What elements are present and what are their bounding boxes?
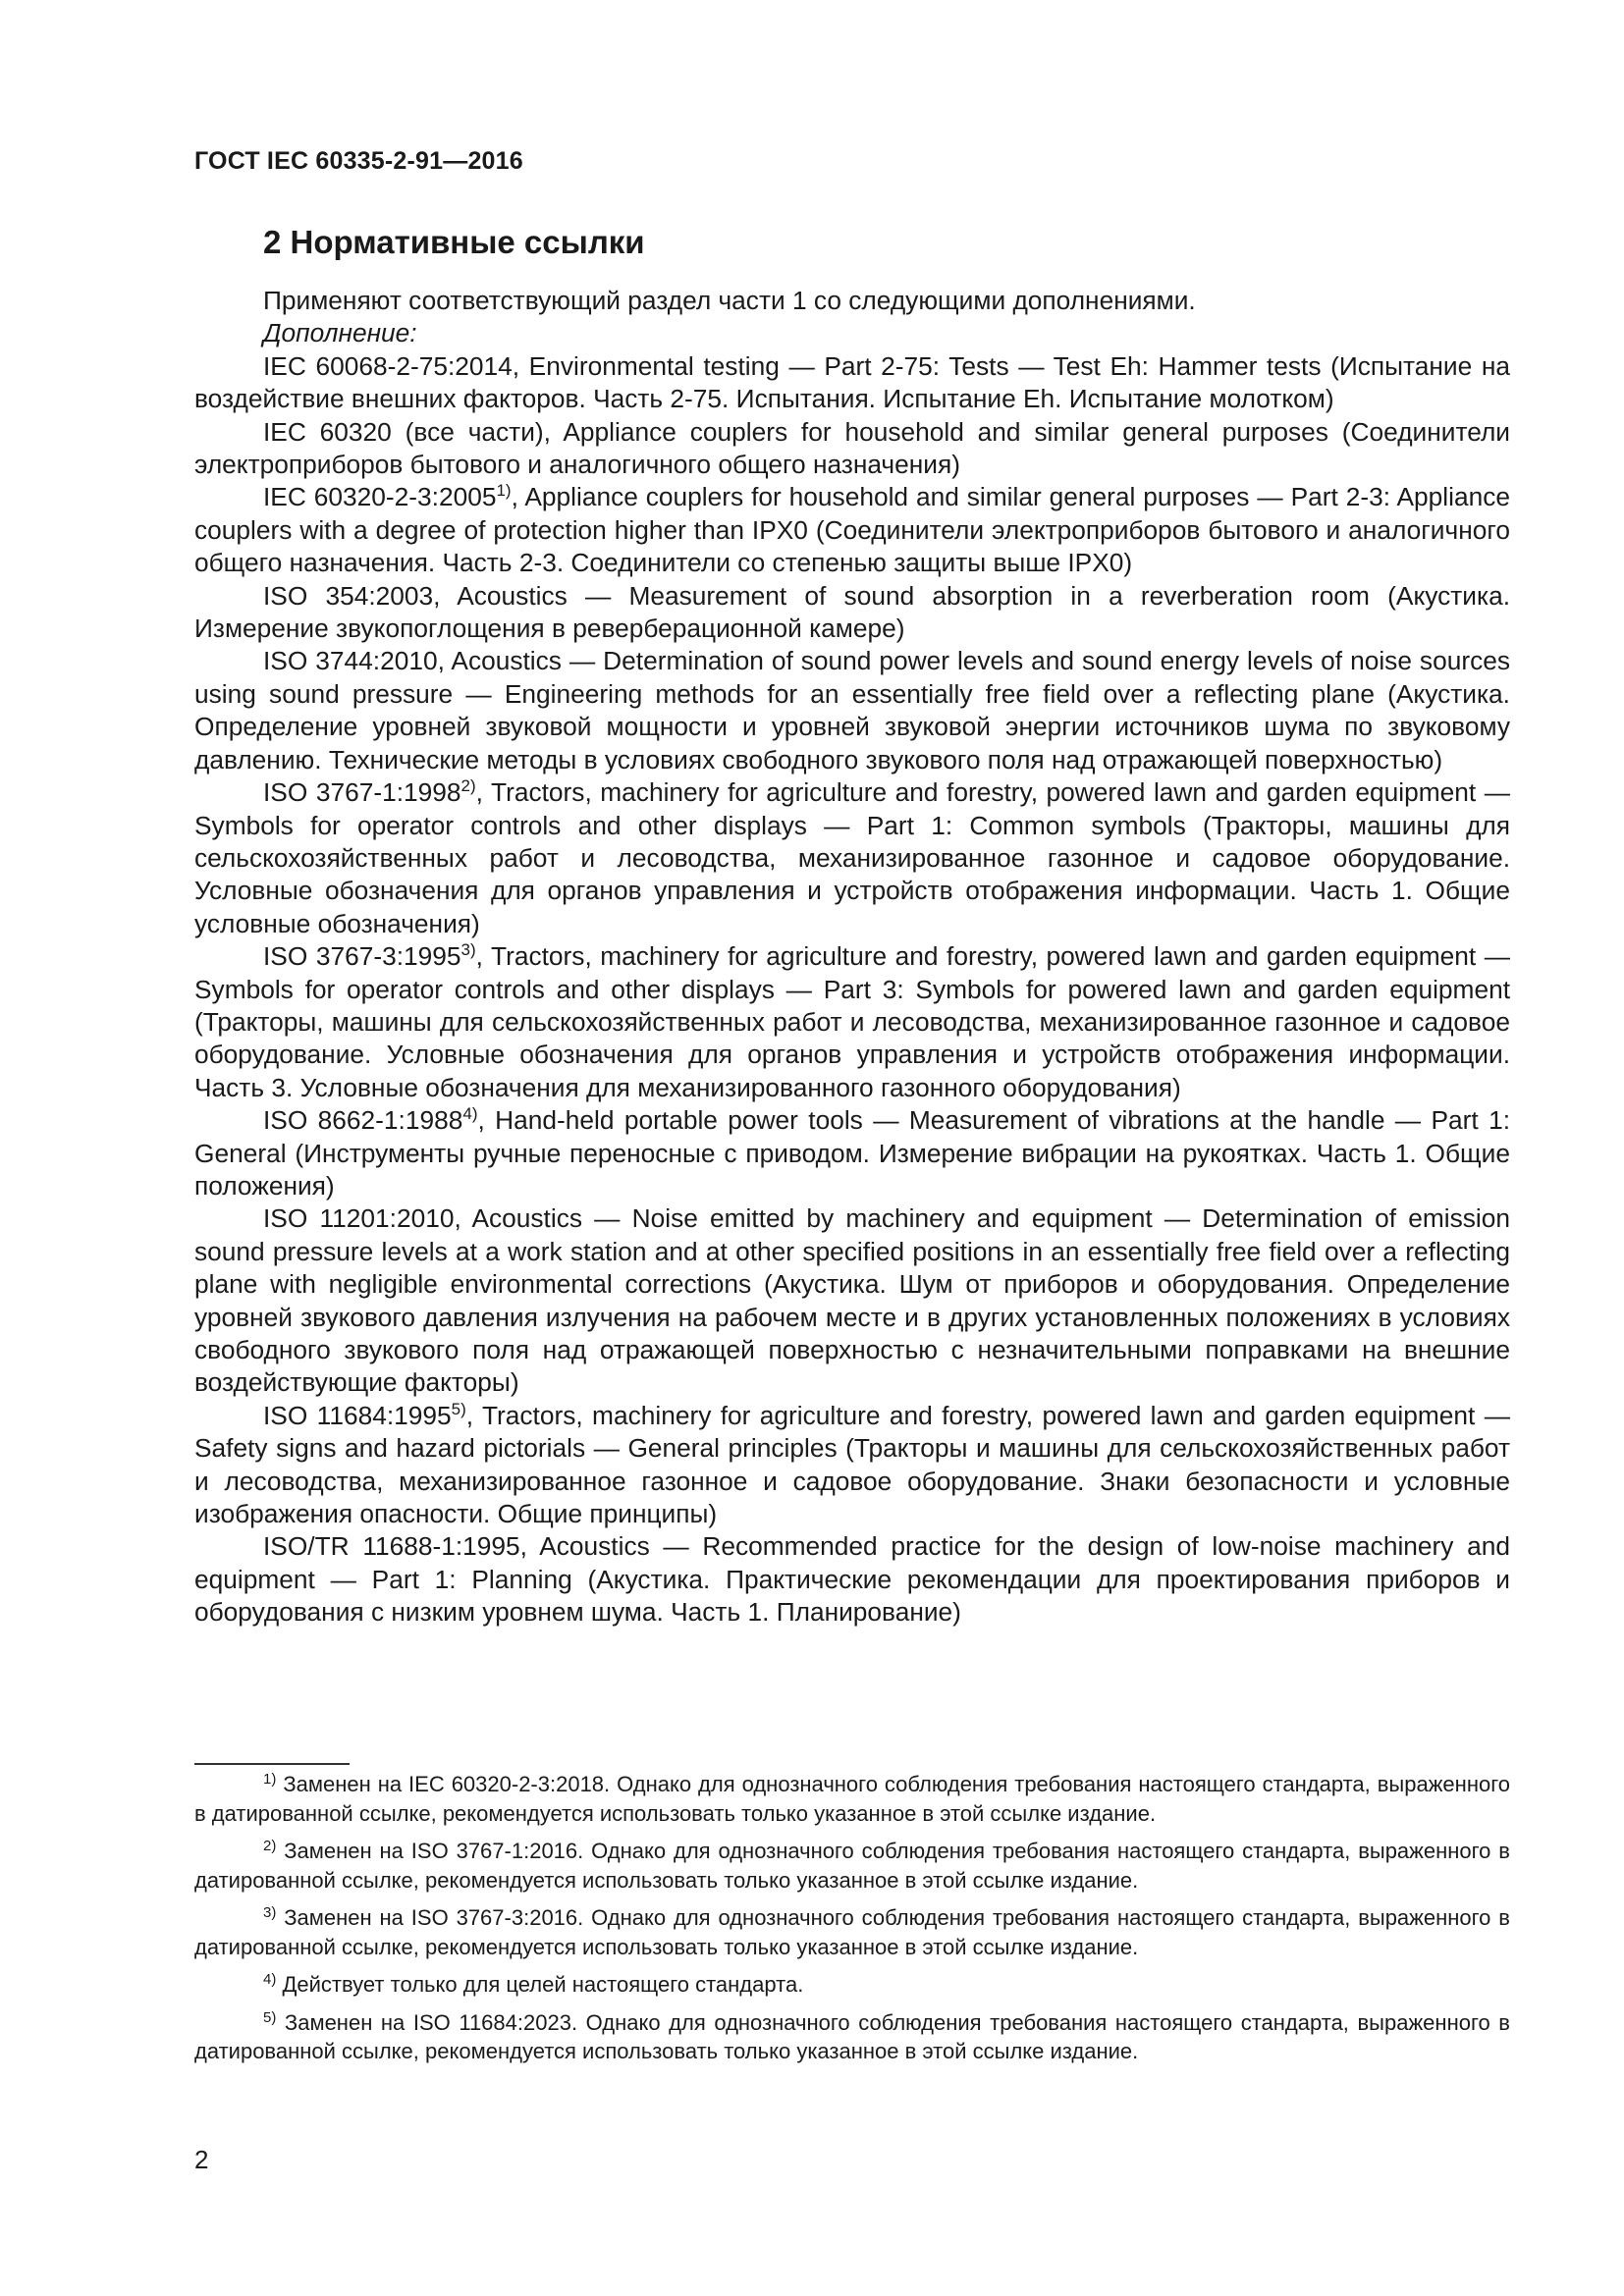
reference-item <box>194 1104 1510 1202</box>
reference-item <box>194 940 1510 1104</box>
reference-code: ISO 8662-1:1988 <box>263 1105 463 1136</box>
reference-code: IEC 60320-2-3:2005 <box>263 482 497 512</box>
reference-item: IEC 60068-2-75:2014, Environmental testing — Part 2-75: Tests — Test Eh: Hammer tests (Испытание на воздействие внешних факторов. Часть 2-75. Испытания. Испытание Eh. Испытание молотком) <box>194 350 1510 414</box>
reference-item: ISO/TR 11688-1:1995, Acoustics — Recommended practice for the design of low-noise machinery and equipment — Part 1: Planning (Акустика. Практические рекомендации для проектирования приборов и оборудования с низким уровнем шума. Часть 1. Планирование) <box>194 1531 1510 1628</box>
reference-text: , Tractors, machinery for agriculture and forestry, powered lawn and garden equipment — Symbols for operator controls and other displays — Part 3: Symbols for powered lawn and garden equipment (Тракторы, машины для сельскохозяйственных работ и лесоводства, механизированное газонное и садовое оборудование. Условные обозначения для органов управления и устройств отображения информации. Часть 3. Условные обозначения для механизированного газонного оборудования) <box>194 941 1510 1102</box>
reference-item: ISO 354:2003, Acoustics — Measurement of sound absorption in a reverberation room (Акустика. Измерение звукопоглощения в реверберационной камере) <box>194 580 1510 644</box>
footnote-text: Заменен на ISO 3767-1:2016. Однако для однозначного соблюдения требования настоящего стандарта, выраженного в датированной ссылке, рекомендуется использовать только указанное в этой ссылке издание. <box>194 1839 1510 1893</box>
footnote-ref-mark[interactable]: 3) <box>460 940 476 960</box>
footnote-separator-line <box>194 1763 350 1765</box>
footnote-item <box>194 2008 1510 2066</box>
footnote-item <box>194 1970 1510 2000</box>
reference-item <box>194 1400 1510 1531</box>
reference-text: , Tractors, machinery for agriculture and forestry, powered lawn and garden equipment — Safety signs and hazard pictorials — General principles (Тракторы и машины для сельскохозяйственных работ и лесоводства, механизированное газонное и садовое оборудование. Знаки безопасности и условные изображения опасности. Общие принципы) <box>194 1400 1510 1529</box>
footnote-ref-mark[interactable]: 1) <box>496 481 512 501</box>
reference-item: ISO 11201:2010, Acoustics — Noise emitted by machinery and equipment — Determination of emission sound pressure levels at a work station and at other specified positions in an essentially free field over a reflecting plane with negligible environmental corrections (Акустика. Шум от приборов и оборудования. Определение уровней звукового давления излучения на рабочем месте и в других установленных положениях в условиях свободного звукового поля над отражающей поверхностью с незначительными поправками на внешние воздействующие факторы) <box>194 1203 1510 1398</box>
footnote-mark: 2) <box>263 1838 277 1854</box>
footnote-text: Заменен на ISO 3767-3:2016. Однако для однозначного соблюдения требования настоящего стандарта, выраженного в датированной ссылке, рекомендуется использовать только указанное в этой ссылке издание. <box>194 1905 1510 1959</box>
intro-paragraph: Применяют соответствующий раздел части 1 со следующими дополнениями. <box>263 286 1196 315</box>
document-code-header: ГОСТ IEC 60335-2-91—2016 <box>194 147 523 175</box>
footnote-mark: 4) <box>263 1971 277 1988</box>
reference-code: ISO 11684:1995 <box>263 1400 452 1430</box>
reference-code: ISO 3767-1:1998 <box>263 777 461 808</box>
page-number: 2 <box>194 2145 209 2174</box>
reference-text: , Appliance couplers for household and similar general purposes — Part 2-3: Appliance couplers with a degree of protection higher than IPX0 (Соединители электроприборов бытового и аналогичного общего назначения. Часть 2-3. Соединители со степенью защиты выше IPX0) <box>194 482 1510 578</box>
footnote-mark: 3) <box>263 1904 277 1921</box>
reference-item: IEC 60320 (все части), Appliance couplers for household and similar general purposes (Соединители электроприборов бытового и аналогичного общего назначения) <box>194 416 1510 480</box>
reference-text: , Hand-held portable power tools — Measurement of vibrations at the handle — Part 1: General (Инструменты ручные переносные с приводом. Измерение вибрации на рукоятках. Часть 1. Общие положения) <box>194 1105 1511 1201</box>
footnote-item <box>194 1770 1510 1828</box>
footnote-text: Заменен на ISO 11684:2023. Однако для однозначного соблюдения требования настоящего стандарта, выраженного в датированной ссылке, рекомендуется использовать только указанное в этой ссылке издание. <box>194 2009 1510 2063</box>
footnote-ref-mark[interactable]: 4) <box>462 1104 478 1124</box>
footnote-mark: 5) <box>263 2008 277 2026</box>
footnote-item <box>194 1903 1510 1961</box>
footnote-mark: 1) <box>263 1771 277 1788</box>
reference-text: , Tractors, machinery for agriculture and forestry, powered lawn and garden equipment — Symbols for operator controls and other displays — Part 1: Common symbols (Тракторы, машины для сельскохозяйственных работ и лесоводства, механизированное газонное и садовое оборудование. Условные обозначения для органов управления и устройств отображения информации. Часть 1. Общие условные обозначения) <box>194 777 1510 938</box>
reference-item <box>194 776 1510 940</box>
section-title: 2 Нормативные ссылки <box>263 224 645 260</box>
reference-code: ISO 3767-3:1995 <box>263 941 461 972</box>
footnote-text: Заменен на IEC 60320-2-3:2018. Однако для однозначного соблюдения требования настоящего стандарта, выраженного в датированной ссылке, рекомендуется использовать только указанное в этой ссылке издание. <box>194 1772 1510 1826</box>
addition-label: Дополнение: <box>263 318 417 348</box>
footnote-item <box>194 1837 1510 1895</box>
footnote-ref-mark[interactable]: 5) <box>451 1399 466 1418</box>
reference-item <box>194 481 1510 579</box>
footnote-ref-mark[interactable]: 2) <box>460 776 476 796</box>
section-body <box>194 285 1510 1629</box>
footnotes-block <box>194 1770 1510 2075</box>
footnote-text: Действует только для целей настоящего стандарта. <box>282 1972 804 1997</box>
reference-item: ISO 3744:2010, Acoustics — Determination of sound power levels and sound energy levels of noise sources using sound pressure — Engineering methods for an essentially free field over a reflecting plane (Акустика. Определение уровней звуковой мощности и уровней звуковой энергии источников шума по звуковому давлению. Технические методы в условиях свободного звукового поля над отражающей поверхностью) <box>194 646 1510 774</box>
